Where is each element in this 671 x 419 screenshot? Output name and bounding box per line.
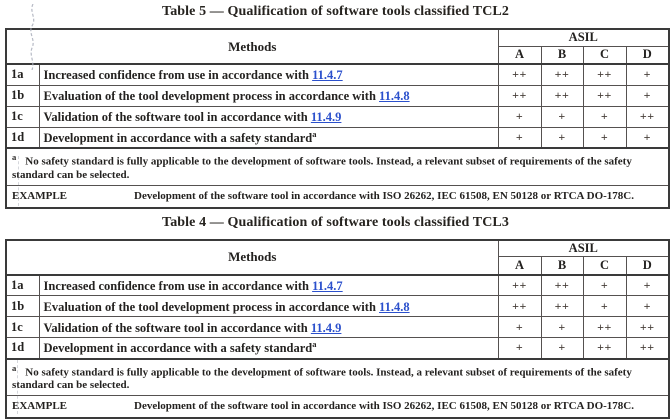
method-cell xyxy=(39,296,498,317)
footnote-marker: a xyxy=(12,152,17,162)
header-row-top xyxy=(6,29,669,46)
asil-header: ASIL xyxy=(498,240,669,257)
example-label: EXAMPLE xyxy=(12,400,67,413)
asil-level-header-d: D xyxy=(626,257,669,275)
table-header xyxy=(6,29,669,64)
rating-cell: + xyxy=(498,127,541,148)
row-id-cell: 1a xyxy=(6,64,39,85)
rating-cell: ++ xyxy=(498,64,541,85)
method-text: Validation of the software tool in accordance with xyxy=(43,320,311,335)
table-title: Table 5 — Qualification of software tools classified TCL2 xyxy=(162,4,509,19)
example-row xyxy=(6,185,669,208)
asil-level-header-b: B xyxy=(541,257,583,275)
table-tcl3-block xyxy=(0,215,671,419)
footnote-ref: a xyxy=(312,128,317,139)
clause-link[interactable]: 11.4.9 xyxy=(310,320,342,335)
example-label: EXAMPLE xyxy=(12,189,67,202)
rating-cell: + xyxy=(498,106,541,127)
row-id-cell: 1c xyxy=(6,317,39,338)
row-id-cell: 1b xyxy=(6,296,39,317)
rating-cell: + xyxy=(583,127,626,148)
rating-cell: ++ xyxy=(583,64,626,85)
table-header xyxy=(6,240,669,275)
example-cell xyxy=(6,396,669,419)
footnote-row xyxy=(6,148,669,185)
clause-link[interactable]: 11.4.8 xyxy=(379,89,410,104)
asil-level-header-a: A xyxy=(498,46,541,64)
table-row xyxy=(6,317,669,338)
footnote-text: No safety standard is fully applicable to the development of software tools. Instead, a relevant subset of requirements of the safety standard can be selected. xyxy=(12,366,632,392)
footnote-marker: a xyxy=(12,362,17,373)
footnote-cell xyxy=(6,148,669,185)
method-text: Evaluation of the tool development process in accordance with xyxy=(43,299,380,314)
table-row xyxy=(6,106,669,127)
rating-cell: ++ xyxy=(541,85,583,106)
table-row xyxy=(6,296,669,317)
rating-cell: ++ xyxy=(626,338,669,359)
document-page xyxy=(0,4,671,416)
example-row xyxy=(6,396,669,419)
rating-cell: + xyxy=(583,106,626,127)
rating-cell: + xyxy=(541,338,583,359)
header-row-top xyxy=(6,240,669,257)
rating-cell: ++ xyxy=(498,296,541,317)
table-row xyxy=(6,127,669,148)
method-cell xyxy=(39,85,498,106)
method-text: Development in accordance with a safety standard xyxy=(43,130,313,145)
example-cell xyxy=(6,185,669,208)
row-id-cell: 1b xyxy=(6,85,39,106)
qualification-table-tcl2 xyxy=(5,28,670,209)
rating-cell: + xyxy=(626,275,669,296)
rating-cell: ++ xyxy=(626,317,669,338)
method-text: Validation of the software tool in accordance with xyxy=(43,110,311,125)
clause-link[interactable]: 11.4.8 xyxy=(379,299,410,314)
rating-cell: + xyxy=(541,317,583,338)
asil-level-header-c: C xyxy=(583,46,626,64)
row-id-cell: 1a xyxy=(6,275,39,296)
rating-cell: ++ xyxy=(541,275,583,296)
rating-cell: ++ xyxy=(541,64,583,85)
example-text: Development of the software tool in accordance with ISO 26262, IEC 61508, EN 50128 or RTCA DO-178C. xyxy=(134,400,634,413)
qualification-table-tcl3 xyxy=(5,239,670,419)
method-text: Increased confidence from use in accordance with xyxy=(43,68,313,83)
rating-cell: ++ xyxy=(541,296,583,317)
footnote-cell xyxy=(6,359,669,396)
asil-level-header-a: A xyxy=(498,257,541,275)
table-row xyxy=(6,338,669,359)
rating-cell: + xyxy=(498,317,541,338)
method-text: Increased confidence from use in accordance with xyxy=(43,278,313,293)
rating-cell: + xyxy=(626,64,669,85)
clause-link[interactable]: 11.4.9 xyxy=(310,110,342,125)
footnote-ref: a xyxy=(312,339,317,350)
asil-level-header-c: C xyxy=(583,257,626,275)
rating-cell: ++ xyxy=(498,85,541,106)
method-cell xyxy=(39,275,498,296)
method-cell xyxy=(39,338,498,359)
method-cell xyxy=(39,317,498,338)
clause-link[interactable]: 11.4.7 xyxy=(312,68,343,83)
rating-cell: + xyxy=(583,275,626,296)
methods-header: Methods xyxy=(6,29,498,64)
footnote-row xyxy=(6,359,669,396)
example-text: Development of the software tool in accordance with ISO 26262, IEC 61508, EN 50128 or RTCA DO-178C. xyxy=(134,189,634,202)
rating-cell: + xyxy=(541,127,583,148)
rating-cell: ++ xyxy=(626,106,669,127)
rating-cell: + xyxy=(626,296,669,317)
asil-header: ASIL xyxy=(498,29,669,46)
table-row xyxy=(6,85,669,106)
row-id-cell: 1d xyxy=(6,338,39,359)
rating-cell: ++ xyxy=(498,275,541,296)
method-cell xyxy=(39,127,498,148)
rating-cell: + xyxy=(498,338,541,359)
asil-level-header-d: D xyxy=(626,46,669,64)
rating-cell: + xyxy=(626,127,669,148)
methods-header: Methods xyxy=(6,240,498,275)
table-row xyxy=(6,64,669,85)
rating-cell: + xyxy=(626,85,669,106)
footnote-text: No safety standard is fully applicable to the development of software tools. Instead, a relevant subset of requirements of the safety standard can be selected. xyxy=(12,155,632,181)
clause-link[interactable]: 11.4.7 xyxy=(312,278,343,293)
method-cell xyxy=(39,64,498,85)
row-id-cell: 1c xyxy=(6,106,39,127)
table-title: Table 4 — Qualification of software tools classified TCL3 xyxy=(162,214,509,230)
rating-cell: + xyxy=(541,106,583,127)
method-text: Evaluation of the tool development process in accordance with xyxy=(43,89,380,104)
method-text: Development in accordance with a safety standard xyxy=(43,341,313,356)
rating-cell: + xyxy=(583,296,626,317)
method-cell xyxy=(39,106,498,127)
asil-level-header-b: B xyxy=(541,46,583,64)
rating-cell: ++ xyxy=(583,317,626,338)
table-tcl2-block xyxy=(0,4,671,209)
rating-cell: ++ xyxy=(583,338,626,359)
table-row xyxy=(6,275,669,296)
rating-cell: ++ xyxy=(583,85,626,106)
row-id-cell: 1d xyxy=(6,127,39,148)
